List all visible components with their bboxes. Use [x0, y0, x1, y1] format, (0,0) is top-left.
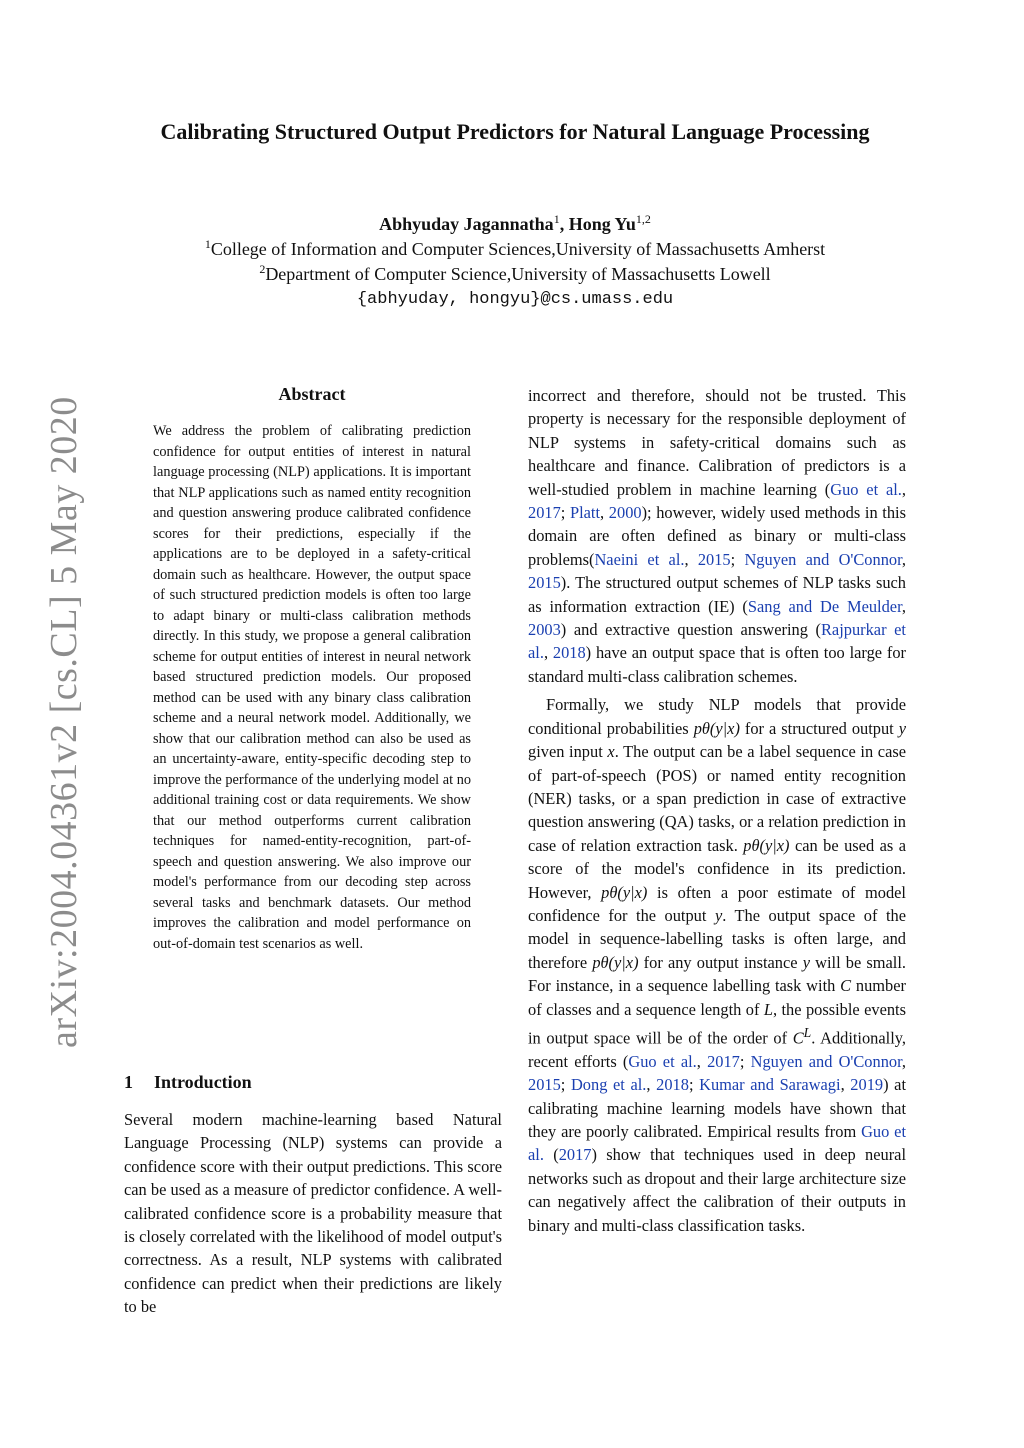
citation-link[interactable]: Sang and De Meulder — [747, 596, 902, 616]
affiliation-text: Department of Computer Science,University of Massachusetts Lowell — [265, 264, 771, 284]
arxiv-identifier: arXiv:2004.04361v2 [cs.CL] 5 May 2020 — [43, 396, 85, 1048]
citation-link[interactable]: 2015 — [528, 1075, 561, 1095]
math-expression: y — [714, 905, 723, 925]
citation-link[interactable]: 2018 — [656, 1075, 689, 1095]
body-text: ; — [739, 1051, 751, 1071]
author-name: Hong Yu — [568, 214, 636, 234]
math-superscript: L — [803, 1024, 812, 1040]
body-text: , the possible events in output space will be of the order of — [528, 999, 906, 1048]
citation-link[interactable]: 2015 — [528, 573, 561, 593]
body-text: ) at calibrating machine learning models have shown that they are poorly calibrated. Empirical results from — [528, 1075, 906, 1142]
math-expression: L — [763, 999, 773, 1019]
affiliation-text: College of Information and Computer Sciences,University of Massachusetts Amherst — [210, 239, 826, 259]
intro-paragraph-2 — [528, 693, 906, 1237]
body-text: ; — [730, 549, 745, 569]
citation-link[interactable]: Rajpurkar et al. — [528, 620, 906, 663]
citation-link[interactable]: Nguyen and O'Connor — [744, 549, 902, 569]
citation-link[interactable]: Guo et al. — [628, 1051, 697, 1071]
citation-link[interactable]: 2017 — [558, 1145, 592, 1165]
author-block — [120, 212, 910, 312]
affiliation-marker: 1,2 — [635, 212, 651, 226]
affiliation-marker: 1 — [204, 237, 211, 251]
citation-link[interactable]: 2017 — [707, 1051, 740, 1071]
citation-link[interactable]: 2019 — [850, 1075, 884, 1095]
intro-paragraph-left: Several modern machine-learning based Natural Language Processing (NLP) systems can provide a confidence score with their output predictions. This score can be used as a measure of predictor confidence. A well-calibrated confidence score is a probability measure that is closely correlated with the likelihood of model output's correctness. As a result, NLP systems with calibrated confidence can predict when their predictions are likely to be — [124, 1110, 502, 1317]
body-text: , — [901, 1051, 907, 1071]
citation-link[interactable]: Kumar and Sarawagi — [699, 1075, 841, 1095]
citation-link[interactable]: Guo et al. — [528, 1122, 906, 1165]
math-expression: pθ(y|x) — [592, 952, 639, 972]
body-text: , — [840, 1075, 851, 1095]
body-text: ; — [560, 1075, 571, 1095]
body-text: , — [901, 549, 906, 569]
math-expression: C — [840, 976, 852, 996]
body-text: ); however, widely used methods in this domain are often defined as binary or multi-class problems( — [528, 503, 906, 569]
body-text: , — [901, 479, 906, 499]
affiliation-1 — [120, 237, 910, 262]
math-expression: pθ(y|x) — [601, 882, 648, 902]
body-text: ) have an output space that is often too large for standard multi-class calibration schemes. — [528, 643, 906, 686]
body-text: , — [600, 503, 609, 523]
paper-title: Calibrating Structured Output Predictors for Natural Language Processing — [160, 119, 870, 144]
section-heading — [124, 1072, 252, 1093]
citation-link[interactable]: 2017 — [528, 503, 561, 523]
citation-link[interactable]: 2000 — [608, 503, 642, 523]
math-expression: y — [898, 718, 906, 738]
math-expression: y — [802, 952, 810, 972]
author-name: Abhyuday Jagannatha — [379, 214, 554, 234]
body-text: for any output instance — [638, 952, 803, 972]
citation-link[interactable]: Dong et al. — [570, 1075, 647, 1095]
math-expression: pθ(y|x) — [693, 718, 740, 738]
abstract-body: We address the problem of calibrating prediction confidence for output entities of interest in natural language processing (NLP) applications. It is important that NLP applications such as named entity recognition and question answering produce calibrated confidence scores for their predictions, especially if the applications are to be deployed in a safety-critical domain such as healthcare. However, the output space of such structured prediction models is often too large to adapt binary or multi-class calibration methods directly. In this study, we propose a general calibration scheme for output entities of interest in neural network based structured prediction models. Our proposed method can be used with any binary class calibration scheme and a neural network model. Additionally, we show that our calibration method can also be used as an uncertainty-aware, entity-specific decoding step to improve the performance of the underlying model at no additional training cost or data requirements. We show that our method outperforms current calibration techniques for named-entity-recognition, part-of-speech and question answering. We also improve our model's performance from our decoding step across several tasks and benchmark datasets. Our method improves the calibration and model performance on out-of-domain test scenarios as well. — [153, 423, 471, 952]
body-text: , — [696, 1051, 708, 1071]
body-text: , — [646, 1075, 657, 1095]
citation-link[interactable]: Naeini et al. — [594, 549, 685, 569]
citation-link[interactable]: Platt — [569, 503, 601, 523]
body-text: . The output can be a label sequence in case of part-of-speech (POS) or named entity recognition (NER) tasks, or a span prediction in case of extractive question answering (QA) tasks, or a relation prediction in case of relation extraction task. — [528, 742, 906, 855]
body-text: ; — [560, 503, 570, 523]
author-email[interactable]: {abhyuday, hongyu}@cs.umass.edu — [356, 290, 674, 309]
author-names — [120, 212, 910, 237]
intro-paragraph-1 — [528, 384, 906, 688]
body-text: ). The structured output schemes of NLP tasks such as information extraction (IE) ( — [528, 573, 906, 616]
citation-link[interactable]: 2015 — [697, 549, 731, 569]
body-text: given input — [528, 742, 608, 762]
math-expression: x — [607, 742, 615, 762]
right-column — [528, 384, 906, 1237]
math-expression: C — [792, 1028, 804, 1048]
body-text: for a structured output — [739, 718, 899, 738]
body-text: ; — [688, 1075, 700, 1095]
citation-link[interactable]: 2018 — [552, 643, 586, 663]
affiliation-2 — [120, 262, 910, 287]
body-text: incorrect and therefore, should not be trusted. This property is necessary for the responsible deployment of NLP systems in safety-critical domains such as healthcare and finance. Calibration of predictors is a well-studied problem in machine learning ( — [528, 386, 906, 499]
body-text: . The output space of the model in sequence-labelling tasks is often large, and therefore — [528, 905, 906, 972]
citation-link[interactable]: 2003 — [528, 620, 561, 640]
body-text: will be small. For instance, in a sequence labelling task with — [528, 952, 907, 996]
body-text: can be used as a score of the model's confidence in its prediction. However, — [528, 835, 906, 902]
affiliation-marker: 1 — [553, 212, 560, 226]
body-text: ( — [543, 1145, 559, 1165]
body-text: number of classes and a sequence length of — [528, 976, 906, 1019]
section-title: Introduction — [154, 1072, 252, 1092]
author-separator: , — [559, 214, 569, 234]
abstract-heading: Abstract — [278, 384, 346, 404]
citation-link[interactable]: Nguyen and O'Connor — [750, 1051, 902, 1071]
affiliation-marker: 2 — [259, 262, 266, 276]
body-text: Formally, we study NLP models that provide conditional probabilities — [528, 695, 906, 738]
body-text: , — [901, 596, 906, 616]
body-text: is often a poor estimate of model confidence for the output — [528, 882, 906, 925]
body-text: ) and extractive question answering ( — [560, 620, 821, 640]
body-text: ) show that techniques used in deep neural networks such as dropout and their large architecture size can negatively affect the calibration of their outputs in binary and multi-class classification tasks. — [528, 1145, 906, 1235]
citation-link[interactable]: Guo et al. — [830, 479, 902, 499]
section-number: 1 — [124, 1072, 133, 1092]
body-text: , — [684, 549, 698, 569]
body-text: , — [543, 643, 553, 663]
math-expression: pθ(y|x) — [743, 835, 790, 855]
body-text: . Additionally, recent efforts ( — [528, 1028, 906, 1071]
